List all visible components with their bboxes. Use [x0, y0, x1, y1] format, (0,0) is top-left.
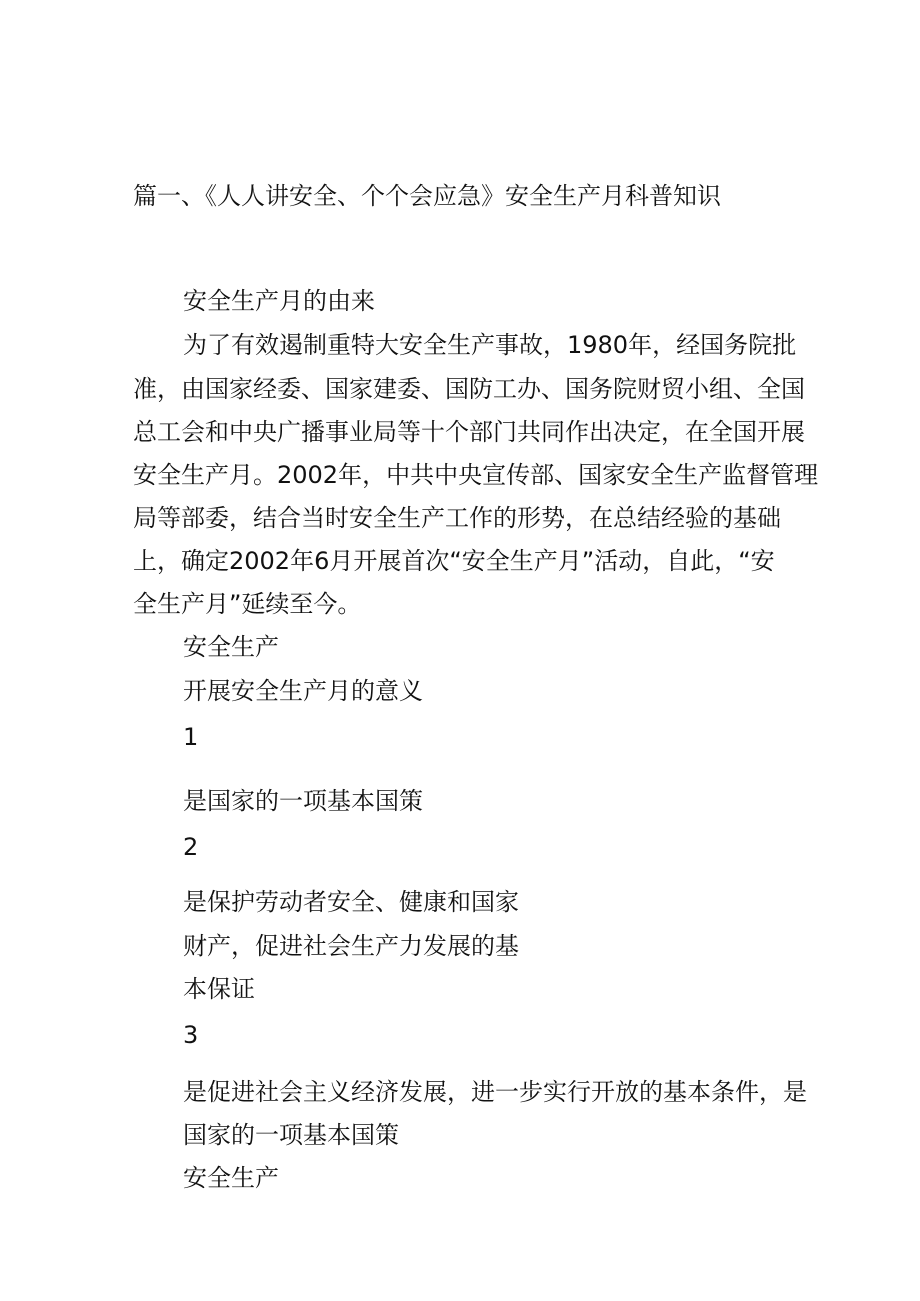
- origin-paragraph-line: 全生产月”延续至今。: [133, 590, 362, 618]
- origin-paragraph-line: 安全生产月。2002年，中共中央宣传部、国家安全生产监督管理: [133, 461, 819, 489]
- document-title: 篇一、《人人讲安全、个个会应急》安全生产月科普知识: [133, 182, 721, 210]
- origin-paragraph-line: 为了有效遏制重特大安全生产事故，1980年，经国务院批: [183, 331, 797, 359]
- item-text-line: 是国家的一项基本国策: [183, 787, 423, 815]
- origin-heading: 安全生产月的由来: [183, 287, 375, 315]
- item-number: 2: [183, 833, 199, 861]
- item-number: 3: [183, 1021, 199, 1049]
- item-number: 1: [183, 723, 199, 751]
- origin-paragraph-line: 局等部委，结合当时安全生产工作的形势，在总结经验的基础: [133, 504, 781, 532]
- item-text-line: 国家的一项基本国策: [183, 1121, 399, 1149]
- section-label: 安全生产: [183, 1164, 279, 1192]
- item-text-line: 财产，促进社会生产力发展的基: [183, 932, 519, 960]
- section-label: 安全生产: [183, 633, 279, 661]
- item-text-line: 是促进社会主义经济发展，进一步实行开放的基本条件，是: [183, 1078, 807, 1106]
- origin-paragraph-line: 准，由国家经委、国家建委、国防工办、国务院财贸小组、全国: [133, 375, 805, 403]
- item-text-line: 是保护劳动者安全、健康和国家: [183, 888, 519, 916]
- meaning-heading: 开展安全生产月的意义: [183, 677, 423, 705]
- origin-paragraph-line: 上，确定2002年6月开展首次“安全生产月”活动，自此，“安: [133, 547, 775, 575]
- item-text-line: 本保证: [183, 975, 255, 1003]
- origin-paragraph-line: 总工会和中央广播事业局等十个部门共同作出决定，在全国开展: [133, 418, 805, 446]
